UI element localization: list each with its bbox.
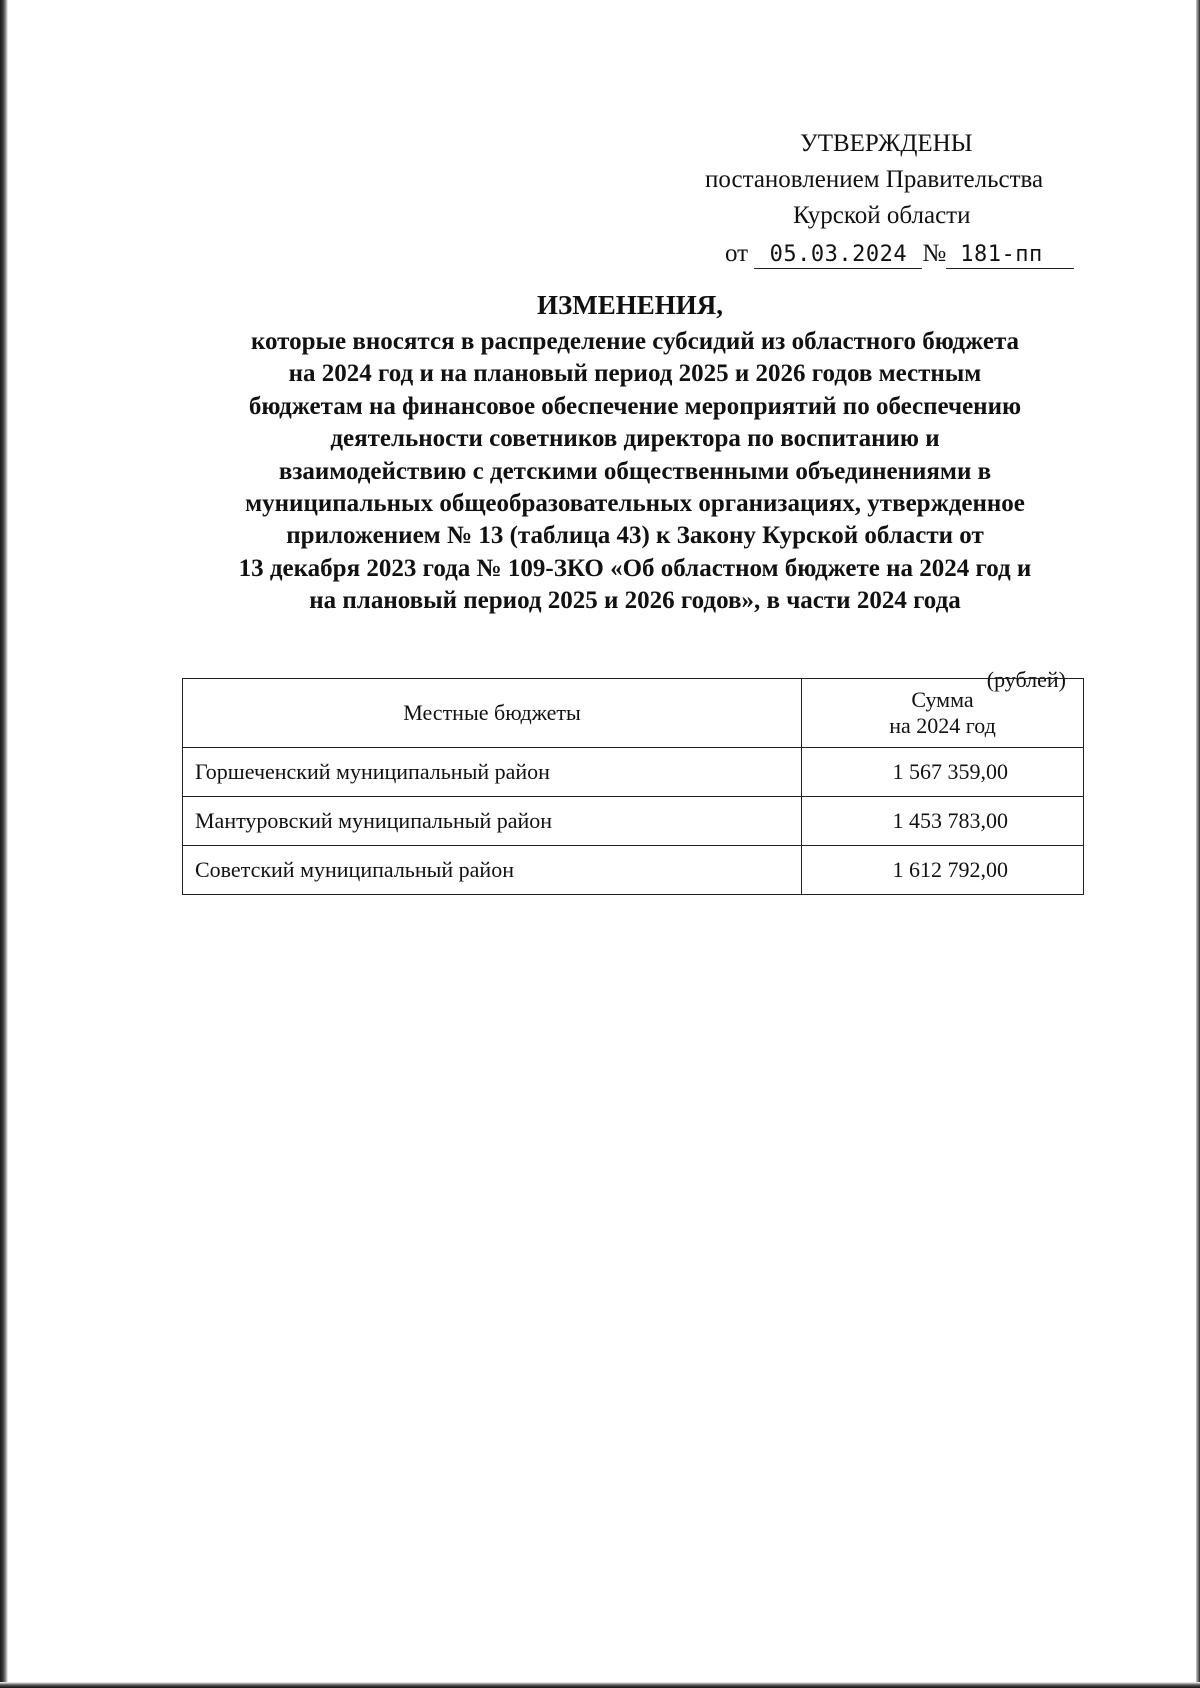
document-title: ИЗМЕНЕНИЯ, [536,290,723,320]
header-sum-line2: на 2024 год [889,713,996,738]
approval-line-region: Курской области [793,202,971,229]
header-sum-line1: Сумма [911,687,974,712]
header-sum-2024 [802,679,1084,748]
approval-line-date-number [700,236,1100,272]
scan-edge-bottom [0,1682,1200,1688]
table-header-row [183,679,1084,748]
table-row [183,748,1084,797]
resolution-number: 181-пп [946,242,1074,269]
row-sum-value: 1 567 359,00 [802,748,1084,797]
subtitle-line: которые вносятся в распределение субсидий из областного бюджета [250,328,1020,355]
date-prefix: от [725,240,749,267]
row-sum-value: 1 453 783,00 [802,797,1084,846]
row-sum-value: 1 612 792,00 [802,846,1084,895]
table-row [183,797,1084,846]
row-district-name: Горшеченский муниципальный район [183,748,802,797]
scan-edge-right [1196,0,1200,1688]
number-prefix: № [922,240,947,267]
approval-block [700,126,1100,272]
subtitle-line: взаимодействию с детскими общественными объединениями в [278,457,992,485]
row-district-name: Мантуровский муниципальный район [183,797,802,846]
subtitle-line: приложением № 13 (таблица 43) к Закону Курской области от [286,522,984,550]
approval-line-approved: УТВЕРЖДЕНЫ [800,130,973,157]
row-district-name: Советский муниципальный район [183,846,802,895]
scan-edge-left [0,0,8,1688]
subtitle-line: деятельности советников директора по воспитанию и [330,425,940,453]
budget-table [182,678,1084,895]
subtitle-line: 13 декабря 2023 года № 109-ЗКО «Об областном бюджете на 2024 год и [238,554,1032,582]
subtitle-line: на плановый период 2025 и 2026 годов», в части 2024 года [309,587,961,615]
subtitle-line: на 2024 год и на плановый период 2025 и 2026 годов местным [288,360,982,388]
resolution-date: 05.03.2024 [754,242,922,269]
currency-unit: (рублей) [986,667,1066,692]
document-subtitle [180,326,1090,618]
approval-line-resolution: постановлением Правительства [705,166,1044,193]
subtitle-line: бюджетам на финансовое обеспечение мероприятий по обеспечению [248,392,1022,420]
subtitle-line: муниципальных общеобразовательных организациях, утвержденное [245,490,1025,518]
table-row [183,846,1084,895]
header-local-budgets: Местные бюджеты [183,679,802,748]
